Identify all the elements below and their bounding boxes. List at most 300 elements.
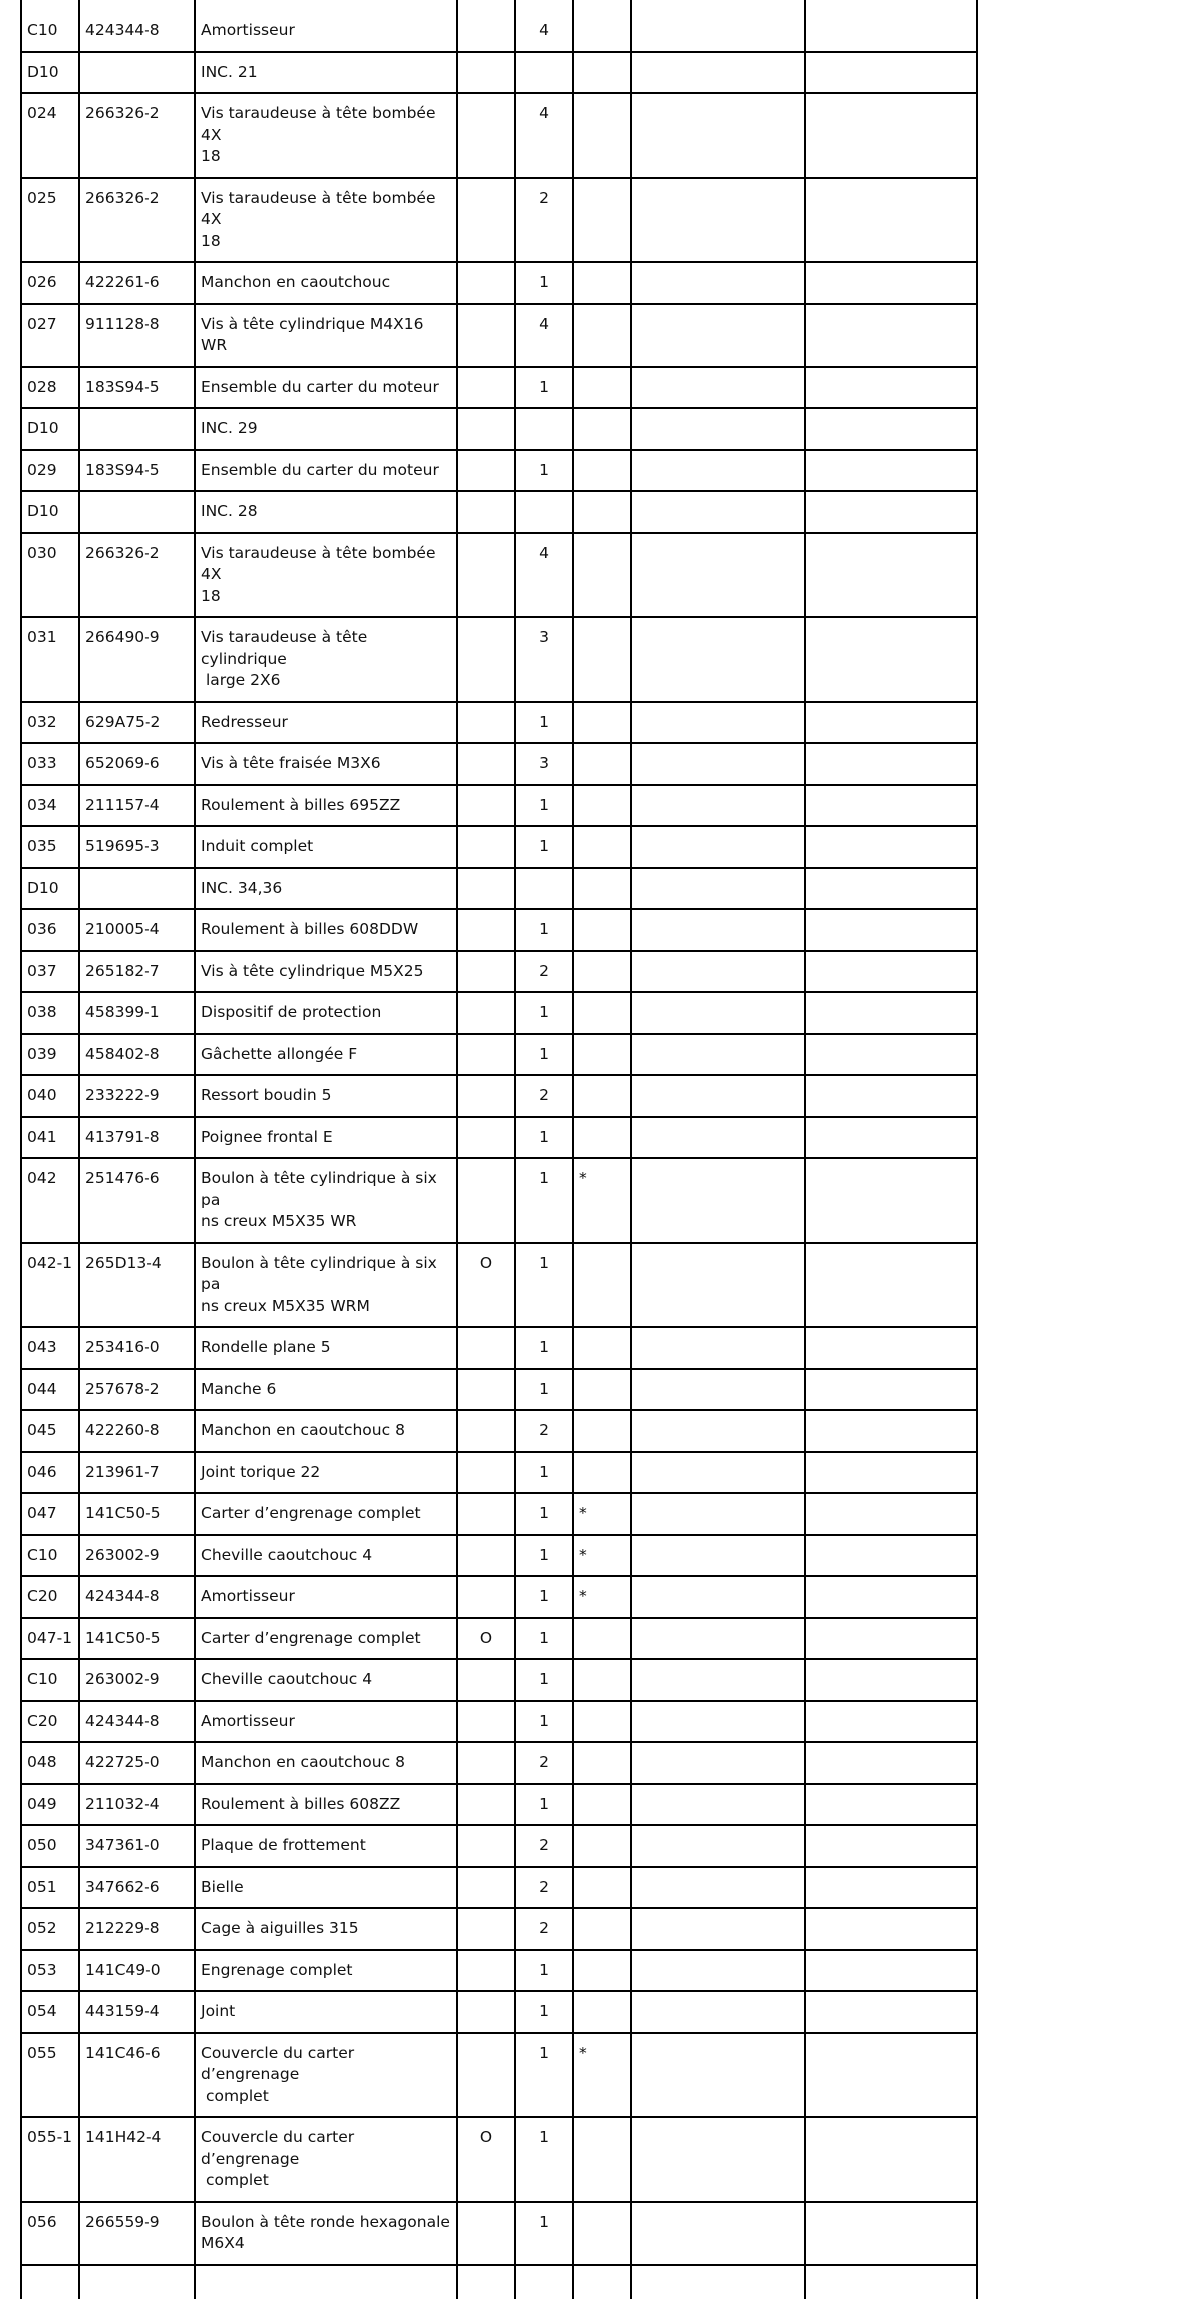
extra-column-2-cell [805, 262, 977, 304]
extra-column-1-cell [631, 1991, 805, 2033]
option-marker-cell [457, 1410, 515, 1452]
item-number-cell: 025 [21, 178, 79, 263]
item-number-cell: 054 [21, 1991, 79, 2033]
extra-column-1-cell [631, 868, 805, 910]
option-marker-cell: O [457, 1243, 515, 1328]
item-number-cell: D10 [21, 491, 79, 533]
item-number-cell: 043 [21, 1327, 79, 1369]
description-cell: Manchon en caoutchouc [195, 262, 457, 304]
part-number-cell: 266326-2 [79, 533, 195, 618]
description-cell: Amortisseur [195, 1576, 457, 1618]
quantity-cell: 1 [515, 1618, 573, 1660]
part-number-cell: 443159-4 [79, 1991, 195, 2033]
extra-column-2-cell [805, 1075, 977, 1117]
note-marker-cell [573, 868, 631, 910]
table-row [21, 0, 977, 52]
table-row [21, 1410, 977, 1452]
extra-column-2-cell [805, 951, 977, 993]
part-number-cell: 251476-6 [79, 1158, 195, 1243]
empty-cell [515, 2265, 573, 2299]
table-row [21, 868, 977, 910]
quantity-cell: 1 [515, 1701, 573, 1743]
option-marker-cell [457, 1493, 515, 1535]
description-cell: Manchon en caoutchouc 8 [195, 1742, 457, 1784]
quantity-cell: 1 [515, 1369, 573, 1411]
option-marker-cell [457, 1034, 515, 1076]
table-row [21, 1117, 977, 1159]
extra-column-2-cell [805, 1243, 977, 1328]
part-number-cell: 141C49-0 [79, 1950, 195, 1992]
table-row [21, 93, 977, 178]
table-row [21, 491, 977, 533]
note-marker-cell [573, 785, 631, 827]
note-marker-cell: * [573, 1493, 631, 1535]
extra-column-1-cell [631, 826, 805, 868]
extra-column-1-cell [631, 1659, 805, 1701]
option-marker-cell [457, 1908, 515, 1950]
quantity-cell: 1 [515, 1452, 573, 1494]
table-row [21, 1452, 977, 1494]
note-marker-cell [573, 1742, 631, 1784]
item-number-cell: 055-1 [21, 2117, 79, 2202]
quantity-cell: 1 [515, 2033, 573, 2118]
extra-column-2-cell [805, 304, 977, 367]
extra-column-1-cell [631, 1950, 805, 1992]
item-number-cell: C10 [21, 0, 79, 52]
quantity-cell: 1 [515, 1576, 573, 1618]
description-cell: Roulement à billes 608DDW [195, 909, 457, 951]
item-number-cell: 034 [21, 785, 79, 827]
table-row [21, 951, 977, 993]
description-cell: Ressort boudin 5 [195, 1075, 457, 1117]
extra-column-2-cell [805, 868, 977, 910]
part-number-cell: 424344-8 [79, 0, 195, 52]
quantity-cell: 3 [515, 617, 573, 702]
quantity-cell: 4 [515, 93, 573, 178]
table-row [21, 909, 977, 951]
description-cell: Vis à tête cylindrique M4X16 WR [195, 304, 457, 367]
item-number-cell: 046 [21, 1452, 79, 1494]
description-cell: INC. 28 [195, 491, 457, 533]
empty-cell [457, 2265, 515, 2299]
extra-column-1-cell [631, 304, 805, 367]
note-marker-cell [573, 826, 631, 868]
note-marker-cell [573, 491, 631, 533]
extra-column-2-cell [805, 0, 977, 52]
extra-column-2-cell [805, 1410, 977, 1452]
table-row [21, 992, 977, 1034]
option-marker-cell [457, 1784, 515, 1826]
extra-column-1-cell [631, 1784, 805, 1826]
part-number-cell: 266559-9 [79, 2202, 195, 2265]
note-marker-cell: * [573, 1158, 631, 1243]
extra-column-1-cell [631, 992, 805, 1034]
part-number-cell: 519695-3 [79, 826, 195, 868]
quantity-cell: 1 [515, 702, 573, 744]
note-marker-cell [573, 1659, 631, 1701]
extra-column-1-cell [631, 1410, 805, 1452]
quantity-cell: 4 [515, 304, 573, 367]
option-marker-cell [457, 1659, 515, 1701]
note-marker-cell [573, 262, 631, 304]
table-row [21, 367, 977, 409]
quantity-cell: 1 [515, 367, 573, 409]
note-marker-cell [573, 1991, 631, 2033]
option-marker-cell [457, 93, 515, 178]
note-marker-cell [573, 178, 631, 263]
item-number-cell: 042 [21, 1158, 79, 1243]
note-marker-cell: * [573, 2033, 631, 2118]
option-marker-cell [457, 1742, 515, 1784]
option-marker-cell: O [457, 2117, 515, 2202]
description-cell: Bielle [195, 1867, 457, 1909]
quantity-cell: 2 [515, 1908, 573, 1950]
option-marker-cell [457, 1075, 515, 1117]
part-number-cell: 347361-0 [79, 1825, 195, 1867]
table-row [21, 1701, 977, 1743]
quantity-cell: 1 [515, 1950, 573, 1992]
description-cell: Carter d’engrenage complet [195, 1493, 457, 1535]
description-cell: Poignee frontal E [195, 1117, 457, 1159]
extra-column-1-cell [631, 1327, 805, 1369]
item-number-cell: 044 [21, 1369, 79, 1411]
extra-column-2-cell [805, 1034, 977, 1076]
option-marker-cell [457, 262, 515, 304]
option-marker-cell [457, 785, 515, 827]
extra-column-1-cell [631, 1243, 805, 1328]
extra-column-2-cell [805, 1493, 977, 1535]
quantity-cell: 1 [515, 785, 573, 827]
part-number-cell: 141C46-6 [79, 2033, 195, 2118]
part-number-cell: 210005-4 [79, 909, 195, 951]
part-number-cell: 265182-7 [79, 951, 195, 993]
part-number-cell: 211032-4 [79, 1784, 195, 1826]
table-row [21, 617, 977, 702]
part-number-cell: 266490-9 [79, 617, 195, 702]
table-row [21, 2117, 977, 2202]
extra-column-1-cell [631, 2117, 805, 2202]
quantity-cell: 1 [515, 1991, 573, 2033]
extra-column-2-cell [805, 367, 977, 409]
quantity-cell: 2 [515, 1825, 573, 1867]
part-number-cell: 911128-8 [79, 304, 195, 367]
table-row [21, 1535, 977, 1577]
item-number-cell: 029 [21, 450, 79, 492]
item-number-cell: C10 [21, 1535, 79, 1577]
extra-column-1-cell [631, 1117, 805, 1159]
item-number-cell: 039 [21, 1034, 79, 1076]
part-number-cell: 141C50-5 [79, 1618, 195, 1660]
table-row [21, 1867, 977, 1909]
part-number-cell: 263002-9 [79, 1535, 195, 1577]
part-number-cell: 652069-6 [79, 743, 195, 785]
extra-column-2-cell [805, 1452, 977, 1494]
quantity-cell [515, 491, 573, 533]
extra-column-2-cell [805, 1327, 977, 1369]
option-marker-cell [457, 2202, 515, 2265]
extra-column-1-cell [631, 0, 805, 52]
table-row [21, 1659, 977, 1701]
option-marker-cell [457, 1991, 515, 2033]
extra-column-1-cell [631, 951, 805, 993]
extra-column-1-cell [631, 617, 805, 702]
part-number-cell: 263002-9 [79, 1659, 195, 1701]
part-number-cell: 347662-6 [79, 1867, 195, 1909]
note-marker-cell [573, 2117, 631, 2202]
quantity-cell: 1 [515, 1243, 573, 1328]
quantity-cell: 1 [515, 1158, 573, 1243]
table-row [21, 1327, 977, 1369]
extra-column-2-cell [805, 1369, 977, 1411]
note-marker-cell [573, 367, 631, 409]
extra-column-2-cell [805, 785, 977, 827]
part-number-cell: 458402-8 [79, 1034, 195, 1076]
description-cell: Ensemble du carter du moteur [195, 367, 457, 409]
part-number-cell [79, 491, 195, 533]
note-marker-cell [573, 2202, 631, 2265]
item-number-cell: 037 [21, 951, 79, 993]
description-cell: Joint [195, 1991, 457, 2033]
extra-column-2-cell [805, 1535, 977, 1577]
description-cell: Manchon en caoutchouc 8 [195, 1410, 457, 1452]
quantity-cell: 1 [515, 909, 573, 951]
option-marker-cell [457, 826, 515, 868]
quantity-cell: 2 [515, 1742, 573, 1784]
part-number-cell [79, 868, 195, 910]
option-marker-cell [457, 408, 515, 450]
description-cell: Gâchette allongée F [195, 1034, 457, 1076]
table-row [21, 826, 977, 868]
extra-column-2-cell [805, 93, 977, 178]
extra-column-1-cell [631, 1369, 805, 1411]
item-number-cell: 041 [21, 1117, 79, 1159]
note-marker-cell [573, 1867, 631, 1909]
quantity-cell [515, 52, 573, 94]
quantity-cell: 2 [515, 178, 573, 263]
extra-column-1-cell [631, 1742, 805, 1784]
extra-column-2-cell [805, 178, 977, 263]
description-cell: Ensemble du carter du moteur [195, 450, 457, 492]
note-marker-cell [573, 617, 631, 702]
part-number-cell: 183S94-5 [79, 450, 195, 492]
extra-column-1-cell [631, 52, 805, 94]
quantity-cell: 2 [515, 1075, 573, 1117]
table-row [21, 1618, 977, 1660]
item-number-cell: 036 [21, 909, 79, 951]
extra-column-1-cell [631, 1034, 805, 1076]
option-marker-cell [457, 992, 515, 1034]
description-cell: Vis à tête fraisée M3X6 [195, 743, 457, 785]
table-row [21, 2265, 977, 2299]
description-cell: Vis à tête cylindrique M5X25 [195, 951, 457, 993]
empty-cell [79, 2265, 195, 2299]
extra-column-1-cell [631, 1701, 805, 1743]
description-cell: Roulement à billes 695ZZ [195, 785, 457, 827]
extra-column-1-cell [631, 702, 805, 744]
note-marker-cell [573, 951, 631, 993]
item-number-cell: 026 [21, 262, 79, 304]
description-cell: Boulon à tête cylindrique à six pa ns creux M5X35 WRM [195, 1243, 457, 1328]
item-number-cell: 042-1 [21, 1243, 79, 1328]
option-marker-cell: O [457, 1618, 515, 1660]
extra-column-2-cell [805, 533, 977, 618]
table-row [21, 1493, 977, 1535]
description-cell: Amortisseur [195, 0, 457, 52]
extra-column-1-cell [631, 1158, 805, 1243]
option-marker-cell [457, 491, 515, 533]
item-number-cell: 031 [21, 617, 79, 702]
extra-column-1-cell [631, 178, 805, 263]
table-row [21, 52, 977, 94]
option-marker-cell [457, 617, 515, 702]
note-marker-cell [573, 1075, 631, 1117]
item-number-cell: D10 [21, 868, 79, 910]
note-marker-cell [573, 304, 631, 367]
extra-column-2-cell [805, 491, 977, 533]
table-row [21, 178, 977, 263]
item-number-cell: 045 [21, 1410, 79, 1452]
empty-cell [195, 2265, 457, 2299]
item-number-cell: 024 [21, 93, 79, 178]
extra-column-1-cell [631, 1867, 805, 1909]
table-row [21, 1034, 977, 1076]
note-marker-cell [573, 1327, 631, 1369]
extra-column-2-cell [805, 1158, 977, 1243]
empty-cell [631, 2265, 805, 2299]
table-row [21, 1825, 977, 1867]
extra-column-1-cell [631, 262, 805, 304]
part-number-cell: 266326-2 [79, 93, 195, 178]
empty-cell [573, 2265, 631, 2299]
part-number-cell: 424344-8 [79, 1701, 195, 1743]
extra-column-2-cell [805, 1701, 977, 1743]
empty-cell [21, 2265, 79, 2299]
note-marker-cell [573, 1784, 631, 1826]
extra-column-1-cell [631, 450, 805, 492]
note-marker-cell [573, 52, 631, 94]
item-number-cell: 049 [21, 1784, 79, 1826]
note-marker-cell [573, 1452, 631, 1494]
extra-column-1-cell [631, 93, 805, 178]
description-cell: Vis taraudeuse à tête bombée 4X 18 [195, 178, 457, 263]
extra-column-2-cell [805, 408, 977, 450]
description-cell: Dispositif de protection [195, 992, 457, 1034]
extra-column-1-cell [631, 2202, 805, 2265]
item-number-cell: 047-1 [21, 1618, 79, 1660]
option-marker-cell [457, 1327, 515, 1369]
part-number-cell: 458399-1 [79, 992, 195, 1034]
extra-column-1-cell [631, 408, 805, 450]
table-row [21, 1742, 977, 1784]
quantity-cell [515, 868, 573, 910]
note-marker-cell [573, 1618, 631, 1660]
item-number-cell: 051 [21, 1867, 79, 1909]
quantity-cell: 4 [515, 533, 573, 618]
item-number-cell: 028 [21, 367, 79, 409]
description-cell: Boulon à tête ronde hexagonale M6X4 [195, 2202, 457, 2265]
option-marker-cell [457, 52, 515, 94]
note-marker-cell [573, 408, 631, 450]
extra-column-1-cell [631, 909, 805, 951]
part-number-cell [79, 52, 195, 94]
description-cell: INC. 21 [195, 52, 457, 94]
description-cell: Cheville caoutchouc 4 [195, 1535, 457, 1577]
item-number-cell: 040 [21, 1075, 79, 1117]
extra-column-1-cell [631, 533, 805, 618]
item-number-cell: 050 [21, 1825, 79, 1867]
note-marker-cell [573, 1908, 631, 1950]
part-number-cell: 266326-2 [79, 178, 195, 263]
quantity-cell: 1 [515, 450, 573, 492]
extra-column-2-cell [805, 1991, 977, 2033]
description-cell: Couvercle du carter d’engrenage complet [195, 2117, 457, 2202]
option-marker-cell [457, 304, 515, 367]
option-marker-cell [457, 1867, 515, 1909]
option-marker-cell [457, 702, 515, 744]
note-marker-cell [573, 702, 631, 744]
quantity-cell: 1 [515, 826, 573, 868]
option-marker-cell [457, 951, 515, 993]
extra-column-2-cell [805, 1742, 977, 1784]
note-marker-cell [573, 450, 631, 492]
description-cell: INC. 29 [195, 408, 457, 450]
description-cell: Vis taraudeuse à tête bombée 4X 18 [195, 93, 457, 178]
part-number-cell: 424344-8 [79, 1576, 195, 1618]
part-number-cell: 265D13-4 [79, 1243, 195, 1328]
table-row [21, 702, 977, 744]
description-cell: Vis taraudeuse à tête cylindrique large 2X6 [195, 617, 457, 702]
item-number-cell: 033 [21, 743, 79, 785]
item-number-cell: 048 [21, 1742, 79, 1784]
extra-column-2-cell [805, 617, 977, 702]
item-number-cell: 027 [21, 304, 79, 367]
item-number-cell: 038 [21, 992, 79, 1034]
table-row [21, 2202, 977, 2265]
item-number-cell: 055 [21, 2033, 79, 2118]
note-marker-cell [573, 0, 631, 52]
parts-list-table [20, 0, 978, 2299]
description-cell: Vis taraudeuse à tête bombée 4X 18 [195, 533, 457, 618]
table-row [21, 743, 977, 785]
extra-column-2-cell [805, 1908, 977, 1950]
option-marker-cell [457, 909, 515, 951]
item-number-cell: C20 [21, 1701, 79, 1743]
note-marker-cell [573, 992, 631, 1034]
quantity-cell: 1 [515, 1117, 573, 1159]
option-marker-cell [457, 533, 515, 618]
note-marker-cell [573, 1034, 631, 1076]
description-cell: Carter d’engrenage complet [195, 1618, 457, 1660]
extra-column-1-cell [631, 1908, 805, 1950]
table-row [21, 1075, 977, 1117]
extra-column-2-cell [805, 2033, 977, 2118]
note-marker-cell [573, 1410, 631, 1452]
option-marker-cell [457, 0, 515, 52]
option-marker-cell [457, 2033, 515, 2118]
extra-column-2-cell [805, 1576, 977, 1618]
option-marker-cell [457, 1535, 515, 1577]
note-marker-cell [573, 1825, 631, 1867]
extra-column-1-cell [631, 1535, 805, 1577]
note-marker-cell [573, 93, 631, 178]
extra-column-1-cell [631, 1452, 805, 1494]
description-cell: Cage à aiguilles 315 [195, 1908, 457, 1950]
option-marker-cell [457, 1950, 515, 1992]
note-marker-cell [573, 909, 631, 951]
option-marker-cell [457, 1452, 515, 1494]
part-number-cell: 253416-0 [79, 1327, 195, 1369]
option-marker-cell [457, 1576, 515, 1618]
